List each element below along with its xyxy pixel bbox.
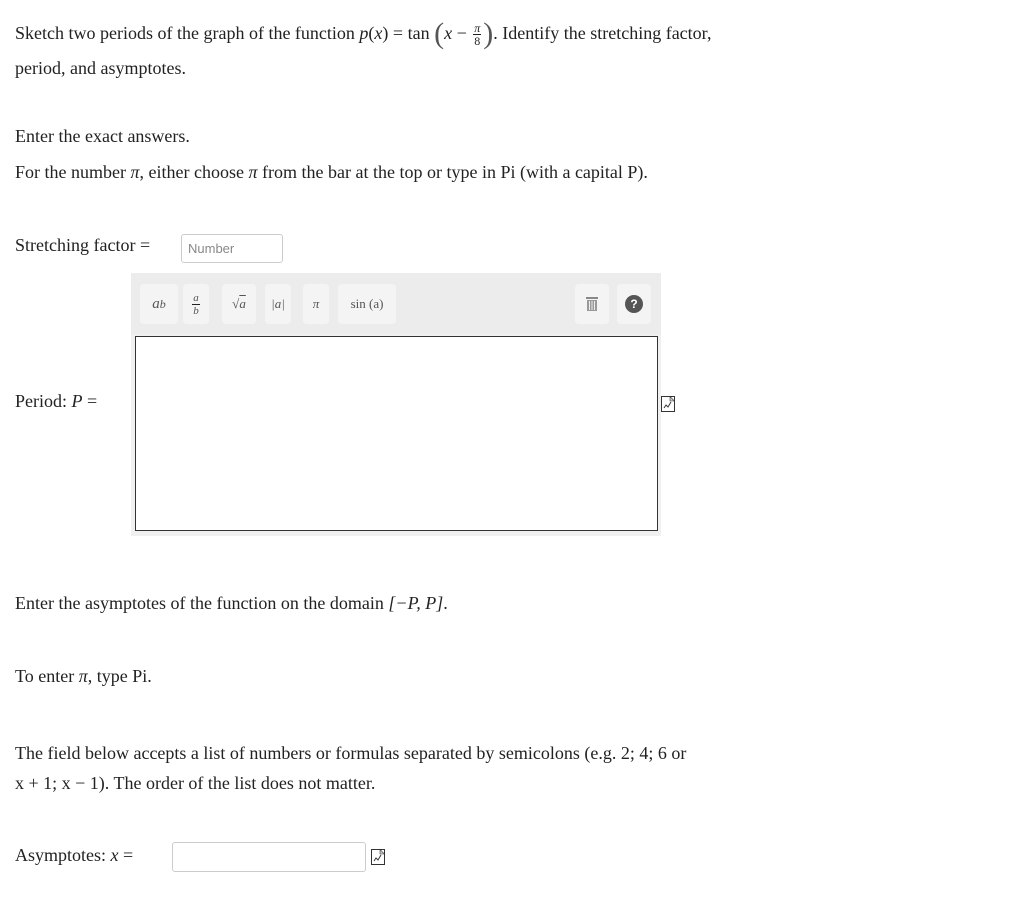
trash-icon xyxy=(585,296,599,312)
sqrt-button[interactable]: √ a xyxy=(222,284,256,324)
asymptotes-label: Asymptotes: x = xyxy=(15,845,134,865)
pi-note-symbol: π xyxy=(78,666,88,686)
math-toolbar xyxy=(131,273,661,334)
stretch-factor-input[interactable]: Number xyxy=(181,234,283,263)
equals-sign: = xyxy=(392,23,404,43)
preview-doc-icon[interactable] xyxy=(661,396,675,412)
minus-sign: − xyxy=(456,23,467,43)
abs-button[interactable]: |a| xyxy=(265,284,291,324)
help-icon: ? xyxy=(625,295,643,313)
period-eq: = xyxy=(87,391,98,411)
pi-instr-mid: , either choose xyxy=(139,162,244,182)
trash-icon[interactable] xyxy=(575,284,609,324)
power-button[interactable]: a b xyxy=(140,284,178,324)
pi-note: To enter π, type Pi. xyxy=(15,666,152,686)
frac-numerator: π xyxy=(474,21,481,36)
function-name: p xyxy=(359,23,369,43)
function-var: x xyxy=(374,23,383,43)
stretch-eq: = xyxy=(139,235,151,255)
asymptote-instruction: Enter the asymptotes of the function on the domain [−P, P]. xyxy=(15,593,448,613)
period-label: Period: P = xyxy=(15,391,98,411)
question-intro: Sketch two periods of the graph of the function xyxy=(15,23,355,43)
fraction-button[interactable]: $\frac{a}{b}$ xyxy=(183,284,209,324)
pi-over-eight xyxy=(473,22,481,47)
question-text: Sketch two periods of the graph of the function p(x) = tan (x − $\frac{\pi}{8}$ ). Identify the stretching factor, period, and asymptotes. xyxy=(15,17,712,78)
asymptotes-var: x xyxy=(110,845,119,865)
tan-label: tan xyxy=(407,23,430,43)
pi-symbol-2: π xyxy=(248,162,258,182)
question-after: . Identify the stretching factor, xyxy=(493,23,712,43)
pi-instr-post: from the bar at the top or type in Pi (with a capital P). xyxy=(262,162,648,182)
pi-symbol: π xyxy=(130,162,140,182)
pi-instruction xyxy=(15,162,648,183)
period-var: P xyxy=(71,391,83,411)
sin-button[interactable]: sin (a) xyxy=(338,284,396,324)
asymptotes-doc-icon[interactable] xyxy=(371,849,385,865)
exact-instruction: Enter the exact answers. xyxy=(15,126,190,146)
period-editor[interactable] xyxy=(135,336,658,531)
list-instruction xyxy=(15,738,865,798)
asymptotes-eq: = xyxy=(123,845,134,865)
help-button[interactable] xyxy=(617,284,651,324)
function-var-2: x xyxy=(444,23,453,43)
stretch-label-text: Stretching factor xyxy=(15,235,136,255)
asymptotes-input[interactable] xyxy=(172,842,366,872)
stretch-label xyxy=(15,235,150,256)
list-line-2: x + 1; x − 1). The order of the list does not matter. xyxy=(15,773,376,793)
frac-denominator: 8 xyxy=(474,34,481,49)
pi-button[interactable]: π xyxy=(303,284,329,324)
domain-interval: [−P, P] xyxy=(388,593,444,613)
question-line2: period, and asymptotes. xyxy=(15,58,186,78)
list-line-1: The field below accepts a list of numbers or formulas separated by semicolons (e.g. 2; 4; 6 or xyxy=(15,743,687,763)
pi-instr-pre: For the number xyxy=(15,162,126,182)
